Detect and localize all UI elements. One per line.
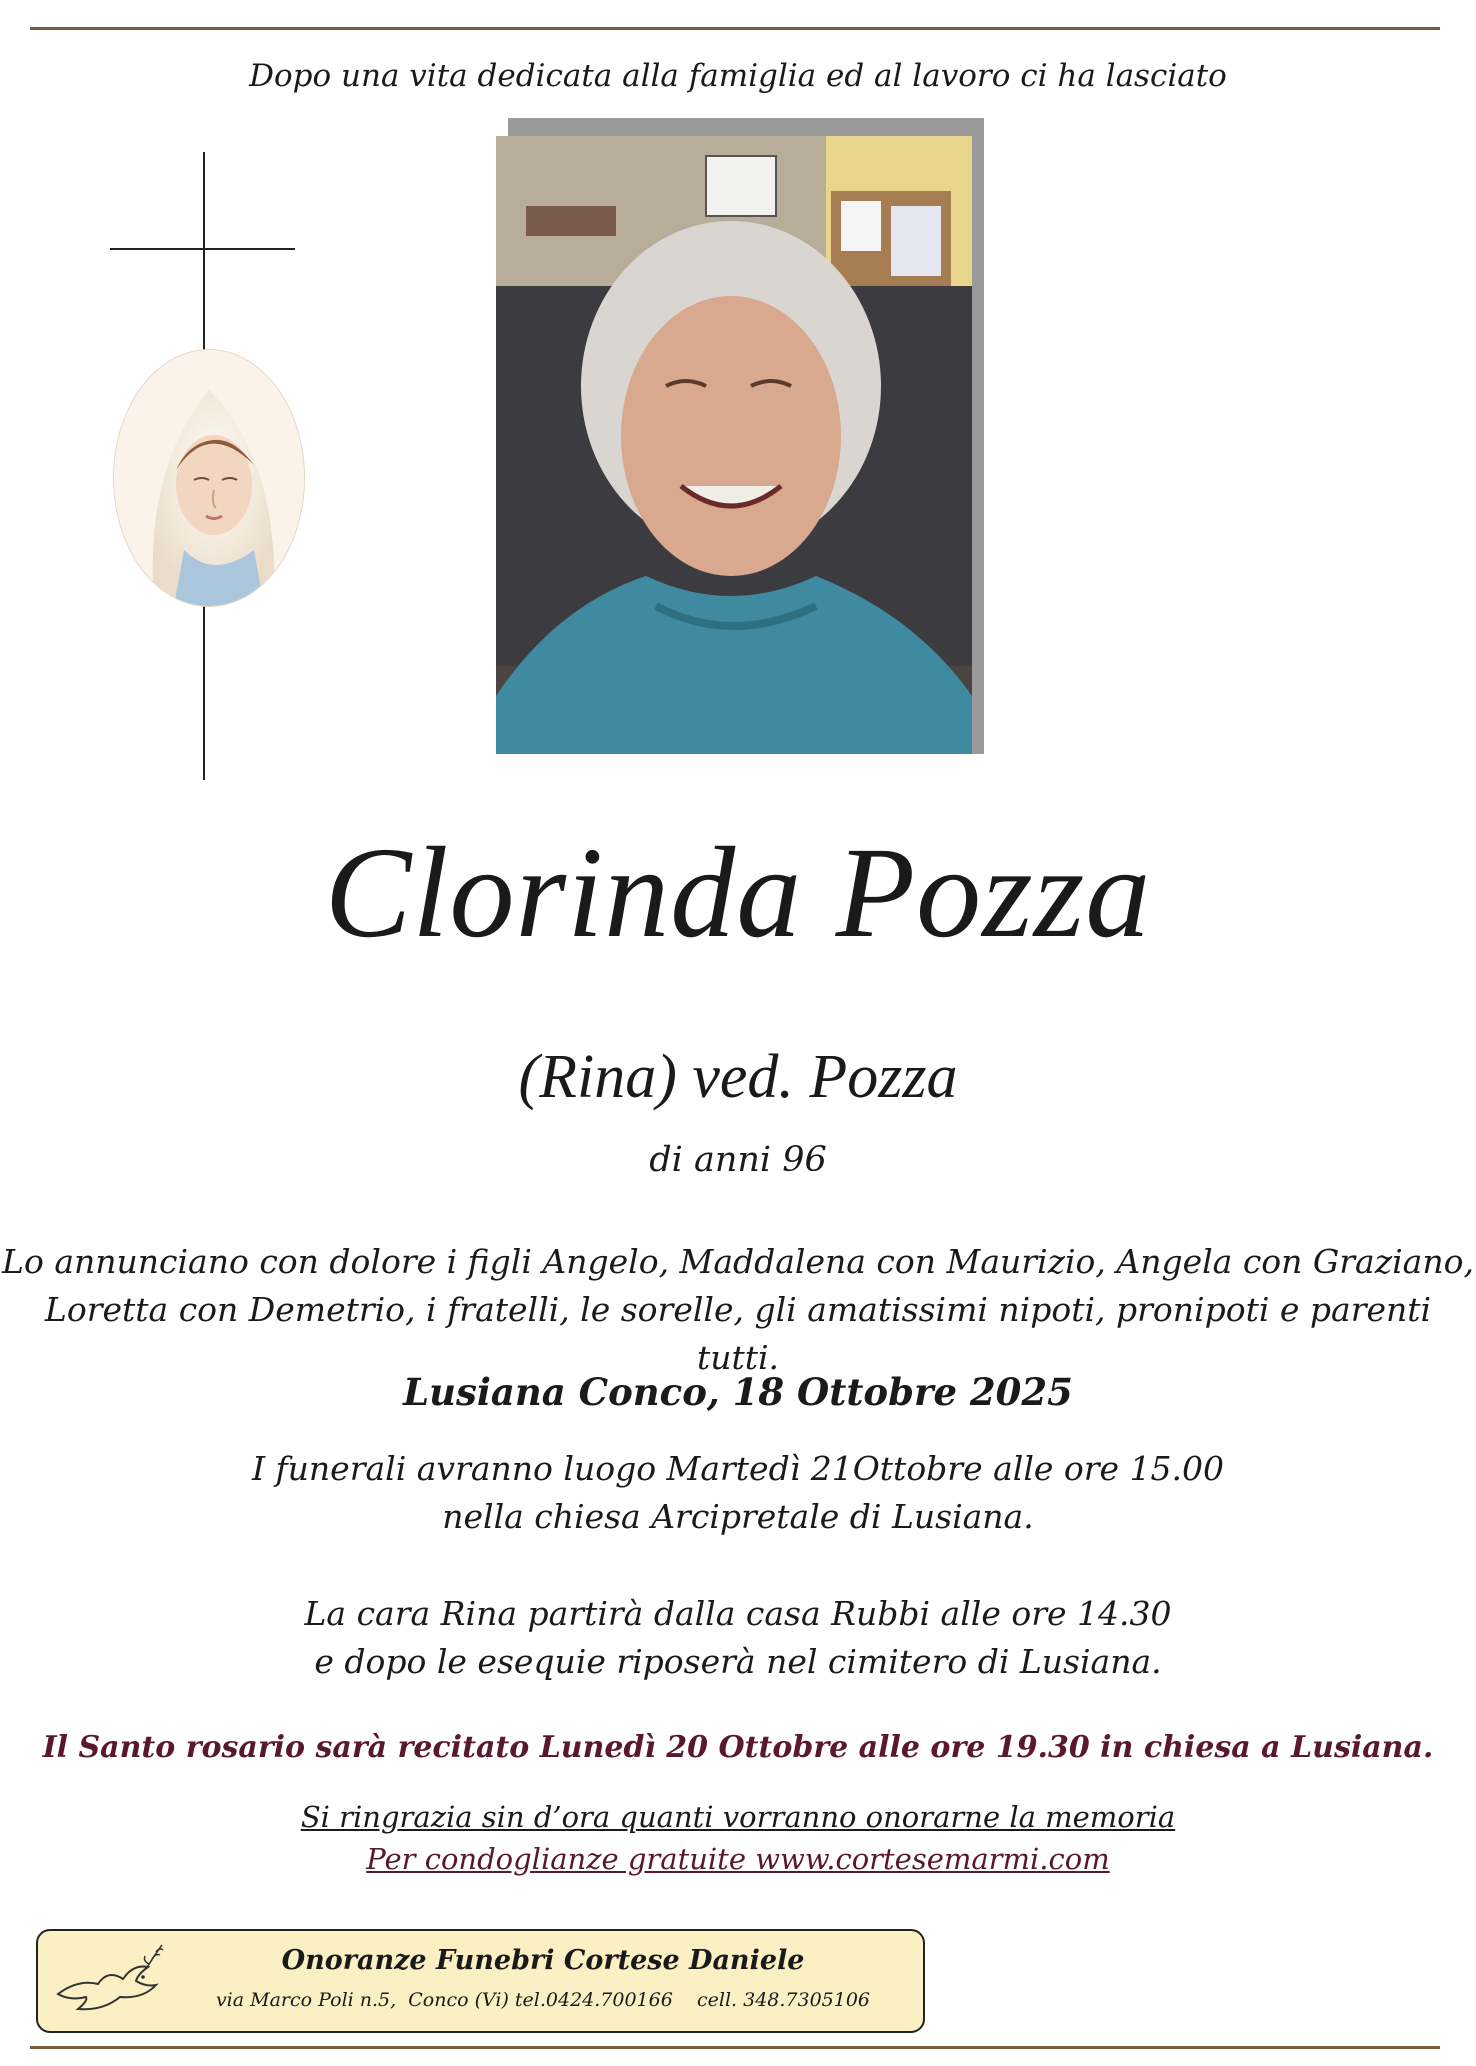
departure-line: e dopo le esequie riposerà nel cimitero di Lusiana. bbox=[314, 1642, 1162, 1681]
top-rule bbox=[30, 27, 1440, 30]
announcement-line: Loretta con Demetrio, i fratelli, le sorelle, gli amatissimi nipoti, pronipoti e parenti tutti. bbox=[44, 1290, 1432, 1377]
deceased-age: di anni 96 bbox=[649, 1140, 827, 1180]
deceased-alias: (Rina) ved. Pozza bbox=[518, 1043, 958, 1111]
funeral-home-name: Onoranze Funebri Cortese Daniele bbox=[281, 1945, 805, 1976]
thanks-text: Si ringrazia sin d’ora quanti vorranno onorarne la memoria bbox=[300, 1800, 1176, 1834]
condolences-link[interactable]: Per condoglianze gratuite www.cortesemarmi.com bbox=[366, 1842, 1110, 1876]
madonna-image bbox=[114, 350, 304, 606]
departure-info bbox=[0, 1590, 1476, 1686]
funeral-home-box bbox=[36, 1929, 925, 2033]
funeral-line: nella chiesa Arcipretale di Lusiana. bbox=[442, 1497, 1034, 1536]
departure-line: La cara Rina partirà dalla casa Rubbi alle ore 14.30 bbox=[304, 1594, 1172, 1633]
place-date: Lusiana Conco, 18 Ottobre 2025 bbox=[403, 1370, 1073, 1414]
dove-icon bbox=[48, 1939, 166, 2023]
deceased-name: Clorinda Pozza bbox=[324, 821, 1152, 965]
funeral-line: I funerali avranno luogo Martedì 21Ottobre alle ore 15.00 bbox=[251, 1449, 1225, 1488]
rosary-notice: Il Santo rosario sarà recitato Lunedì 20 Ottobre alle ore 19.30 in chiesa a Lusiana. bbox=[42, 1730, 1434, 1765]
thanks-block bbox=[0, 1796, 1476, 1880]
funeral-home-address: via Marco Poli n.5, Conco (Vi) tel.0424.700166 cell. 348.7305106 bbox=[215, 1989, 871, 2011]
portrait-photo bbox=[496, 136, 972, 754]
bottom-rule bbox=[30, 2046, 1440, 2049]
announcement-text bbox=[0, 1238, 1476, 1382]
announcement-line: Lo annunciano con dolore i figli Angelo, Maddalena con Maurizio, Angela con Graziano, bbox=[2, 1242, 1474, 1281]
funeral-info bbox=[0, 1445, 1476, 1541]
intro-text: Dopo una vita dedicata alla famiglia ed al lavoro ci ha lasciato bbox=[249, 58, 1227, 94]
